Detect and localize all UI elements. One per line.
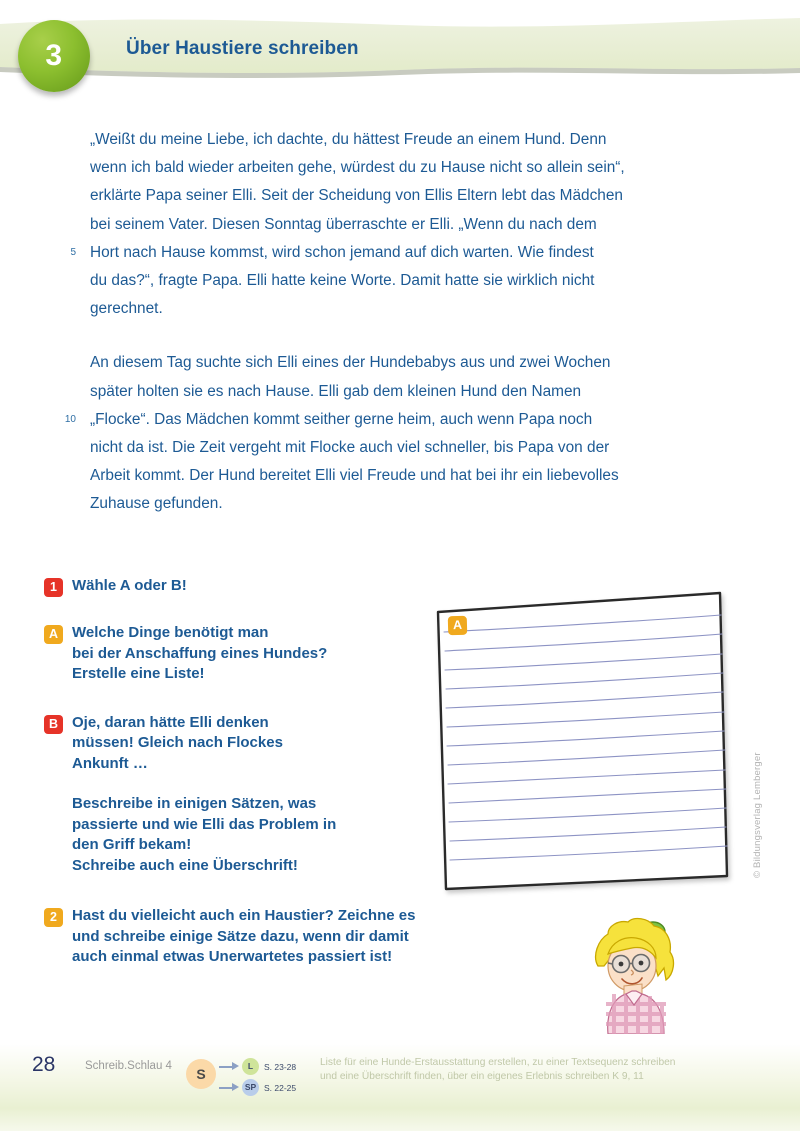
paragraph-1 <box>52 126 752 323</box>
reading-passage <box>52 126 752 518</box>
line-number: 10 <box>64 413 76 425</box>
line-text: „Weißt du meine Liebe, ich dachte, du hättest Freude an einem Hund. Denn <box>90 131 607 148</box>
text-line <box>52 406 752 434</box>
task-badge-2: 2 <box>44 908 63 927</box>
text-line <box>52 182 752 210</box>
option-a-line: Welche Dinge benötigt man <box>72 624 269 641</box>
paper-sheet <box>438 593 727 889</box>
girl-svg <box>578 916 698 1034</box>
line-text: Hort nach Hause kommst, wird schon jemand auf dich warten. Wie findest <box>90 243 594 261</box>
lined-paper-svg <box>424 584 744 904</box>
task-2-line: auch einmal etwas Unerwartetes passiert ist! <box>72 948 393 965</box>
chapter-number-bubble <box>18 20 90 92</box>
option-b-sub-line: passierte und wie Elli das Problem in <box>72 815 337 833</box>
task-2-line: und schreibe einige Sätze dazu, wenn dir damit <box>72 927 409 945</box>
task-1-text <box>72 576 187 597</box>
text-line <box>52 434 752 462</box>
option-b-subtask <box>72 794 424 876</box>
option-b-sub-line: Beschreibe in einigen Sätzen, was <box>72 795 317 812</box>
text-line <box>52 378 752 406</box>
reference-pages-sp: S. 22-25 <box>264 1082 297 1093</box>
line-text: nicht da ist. Die Zeit vergeht mit Flocke auch viel schneller, bis Papa von der <box>90 438 610 456</box>
line-text: Zuhause gefunden. <box>90 495 223 513</box>
header-banner <box>0 18 800 80</box>
option-badge-b: B <box>44 715 63 734</box>
line-text: später holten sie es nach Hause. Elli gab dem kleinen Hund den Namen <box>90 382 582 400</box>
copyright-notice: © Bildungsverlag Lemberger <box>752 752 763 878</box>
footer-description <box>320 1056 770 1084</box>
option-a-line: Erstelle eine Liste! <box>72 665 205 682</box>
option-b-line: Ankunft … <box>72 754 148 772</box>
line-text: bei seinem Vater. Diesen Sonntag überraschte er Elli. „Wenn du nach dem <box>90 215 597 233</box>
shirt <box>606 991 666 1034</box>
chapter-number: 3 <box>45 39 63 72</box>
arrow-right-icon <box>219 1083 241 1092</box>
task-badge-1: 1 <box>44 578 63 597</box>
reference-row-sp <box>219 1079 296 1096</box>
eye-left <box>619 962 624 967</box>
series-title: Schreib.Schlau 4 <box>85 1060 172 1072</box>
option-badge-a: A <box>44 625 63 644</box>
reference-badge-sp: SP <box>242 1079 259 1096</box>
exercise-list <box>44 576 424 968</box>
option-b-sub-line: Schreibe auch eine Überschrift! <box>72 856 298 874</box>
page-number: 28 <box>32 1053 56 1076</box>
page-title: Über Haustiere schreiben <box>126 38 359 59</box>
header-band-shape <box>0 18 800 80</box>
skill-marker-s: S <box>186 1059 216 1089</box>
line-text: du das?“, fragte Papa. Elli hatte keine Worte. Damit hatte sie wirklich nicht <box>90 271 595 289</box>
task-1-line: Wähle A oder B! <box>72 577 187 594</box>
reference-pages-l: S. 23-28 <box>264 1061 297 1072</box>
eye-right <box>639 961 644 966</box>
option-b <box>44 713 424 775</box>
option-b-sub-line: den Griff bekam! <box>72 836 192 853</box>
task-2 <box>44 906 424 968</box>
paragraph-2 <box>52 349 752 518</box>
line-text: erklärte Papa seiner Elli. Seit der Scheidung von Ellis Eltern lebt das Mädchen <box>90 187 623 205</box>
text-line <box>52 462 752 490</box>
text-line <box>52 490 752 518</box>
girl-character-illustration <box>578 916 698 1034</box>
lined-paper-illustration <box>424 584 744 904</box>
line-text: „Flocke“. Das Mädchen kommt seither gerne heim, auch wenn Papa noch <box>90 410 593 428</box>
line-text: wenn ich bald wieder arbeiten gehe, würdest du zu Hause nicht so allein sein“, <box>90 159 625 177</box>
option-a-text <box>72 623 327 685</box>
option-b-text <box>72 713 283 775</box>
option-b-line: Oje, daran hätte Elli denken <box>72 713 269 731</box>
text-line <box>52 349 752 377</box>
line-text: An diesem Tag suchte sich Elli eines der Hundebabys aus und zwei Wochen <box>90 354 611 372</box>
task-2-text <box>72 906 415 968</box>
reference-row-l <box>219 1058 296 1075</box>
line-number: 5 <box>70 246 76 258</box>
line-text: Arbeit kommt. Der Hund bereitet Elli viel Freude und hat bei ihr ein liebevolles <box>90 467 619 485</box>
task-1 <box>44 576 424 597</box>
text-line <box>52 239 752 267</box>
reference-badge-l: L <box>242 1058 259 1075</box>
line-text: gerechnet. <box>90 300 163 318</box>
footer-description-line: Liste für eine Hunde-Erstausstattung erstellen, zu einer Textsequenz schreiben <box>320 1057 676 1068</box>
text-line <box>52 295 752 323</box>
task-2-line: Hast du vielleicht auch ein Haustier? Zeichne es <box>72 907 416 924</box>
footer-description-line: und eine Überschrift finden, über ein eigenes Erlebnis schreiben K 9, 11 <box>320 1071 644 1082</box>
option-b-line: müssen! Gleich nach Flockes <box>72 734 283 751</box>
paper-option-badge-a: A <box>448 616 468 636</box>
text-line <box>52 267 752 295</box>
text-line <box>52 126 752 154</box>
option-a <box>44 623 424 685</box>
arrow-right-icon <box>219 1062 241 1071</box>
text-line <box>52 154 752 182</box>
option-a-line: bei der Anschaffung eines Hundes? <box>72 644 328 662</box>
text-line <box>52 211 752 239</box>
